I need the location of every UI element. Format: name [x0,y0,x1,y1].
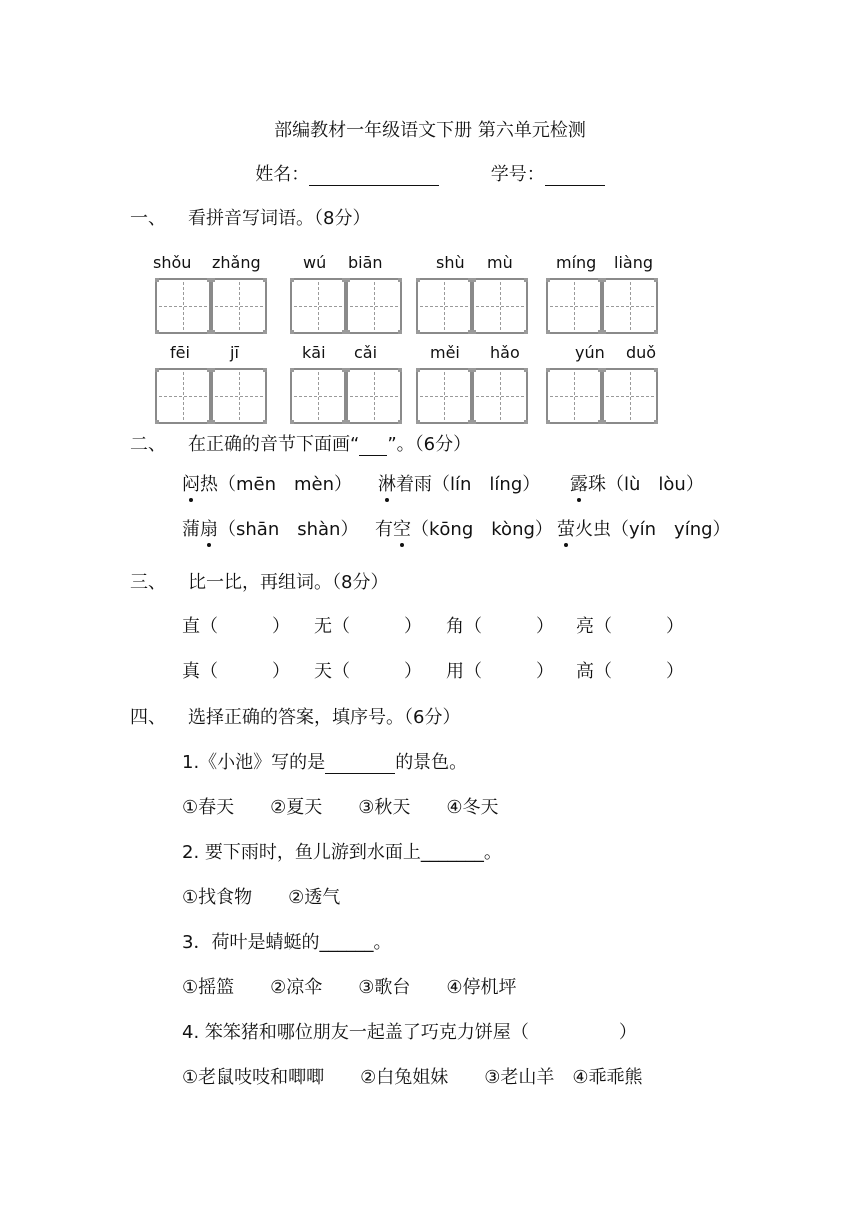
grid-cell[interactable] [602,368,658,424]
name-blank[interactable] [309,167,439,186]
id-label: 学号： [490,164,545,185]
s2-item-4 [182,515,358,541]
s2-item-2-rest[interactable]: 着雨（lín líng） [396,474,541,495]
s3-word-zhen[interactable]: 真（ ） [182,661,290,682]
page-title: 部编教材一年级语文下册 第六单元检测 [274,120,586,141]
pinyin-zhang: zhǎng [212,253,261,272]
s3-word-gao[interactable]: 高（ ） [576,661,684,682]
s2-item-1-rest[interactable]: 热（mēn mèn） [200,474,353,495]
s2-item-1 [182,470,352,496]
section-1-title: 看拼音写词语。（8分） [188,208,371,229]
writing-grid-3[interactable] [416,278,528,334]
student-info-row [0,160,860,186]
writing-grid-1[interactable] [155,278,267,334]
name-label: 姓名： [255,164,310,185]
pinyin-liang: liàng [614,253,653,272]
section-4-heading [130,703,460,729]
section-4-number: 四、 [130,707,166,728]
grid-cell[interactable] [416,278,472,334]
pinyin-fei: fēi [170,343,190,362]
pinyin-ming: míng [556,253,597,272]
section-1-heading [130,204,370,230]
pinyin-hao: hǎo [490,343,520,362]
section-2-number: 二、 [130,434,166,455]
section-3-number: 三、 [130,572,166,593]
pinyin-mu: mù [487,253,513,272]
s2-item-5-rest[interactable]: （kōng kòng） [411,519,553,540]
question-1-end: 的景色。 [395,752,468,773]
question-1 [182,748,467,774]
s2-item-1-char: 闷 [182,470,200,496]
s2-item-3 [570,470,704,496]
section-3-title: 比一比，再组词。（8分） [188,572,389,593]
grid-cell[interactable] [211,278,267,334]
s2-item-3-char: 露 [570,470,588,496]
question-1-options[interactable]: ①春天 ②夏天 ③秋天 ④冬天 [182,797,499,818]
grid-cell[interactable] [290,278,346,334]
pinyin-ji: jī [230,343,239,362]
pinyin-mei: měi [430,343,460,362]
pinyin-kai: kāi [302,343,326,362]
section-2-heading [130,430,471,456]
grid-cell[interactable] [602,278,658,334]
question-1-blank[interactable] [325,755,395,774]
s3-word-tian[interactable]: 天（ ） [314,661,422,682]
pinyin-yun: yún [575,343,605,362]
writing-grid-8[interactable] [546,368,658,424]
grid-cell[interactable] [416,368,472,424]
id-blank[interactable] [545,167,605,186]
grid-cell[interactable] [546,278,602,334]
s2-item-6-rest[interactable]: 火虫（yín yíng） [575,519,731,540]
writing-grid-5[interactable] [155,368,267,424]
s2-item-6-char: 萤 [557,515,575,541]
grid-cell[interactable] [290,368,346,424]
s2-item-4-char: 扇 [200,515,218,541]
section-4-title: 选择正确的答案，填序号。（6分） [188,707,461,728]
pinyin-bian: biān [348,253,383,272]
section-2-title-start: 在正确的音节下面画“ [188,434,360,455]
grid-cell[interactable] [155,278,211,334]
s2-item-4-rest[interactable]: （shān shàn） [218,519,359,540]
grid-cell[interactable] [472,368,528,424]
writing-grid-7[interactable] [416,368,528,424]
question-1-start: 1.《小池》写的是 [182,752,326,773]
s2-item-3-rest[interactable]: 珠（lù lòu） [588,474,704,495]
s2-item-2 [378,470,540,496]
section-2-title-end: ”。（6分） [387,434,472,455]
writing-grid-6[interactable] [290,368,402,424]
grid-cell[interactable] [346,278,402,334]
section-1-number: 一、 [130,208,166,229]
pinyin-cai: cǎi [354,343,378,362]
underline-mark [359,437,387,456]
s3-word-jiao[interactable]: 角（ ） [446,616,554,637]
s2-item-2-char: 淋 [378,470,396,496]
question-3-options[interactable]: ①摇篮 ②凉伞 ③歌台 ④停机坪 [182,977,517,998]
s2-item-5-char: 空 [393,515,411,541]
question-4-options[interactable]: ①老鼠吱吱和唧唧 ②白兔姐妹 ③老山羊 ④乖乖熊 [182,1067,643,1088]
grid-cell[interactable] [346,368,402,424]
question-4: 4. 笨笨猪和哪位朋友一起盖了巧克力饼屋（ ） [182,1022,637,1043]
s3-word-yong[interactable]: 用（ ） [446,661,554,682]
grid-cell[interactable] [546,368,602,424]
s2-item-5-pre: 有 [375,519,393,540]
grid-cell[interactable] [155,368,211,424]
s2-item-4-pre: 蒲 [182,519,200,540]
grid-cell[interactable] [211,368,267,424]
pinyin-shu: shù [436,253,465,272]
s3-word-liang[interactable]: 亮（ ） [576,616,684,637]
writing-grid-4[interactable] [546,278,658,334]
question-3: 3．荷叶是蜻蜓的______。 [182,932,392,953]
writing-grid-2[interactable] [290,278,402,334]
pinyin-shou: shǒu [153,253,192,272]
s3-word-wu[interactable]: 无（ ） [314,616,422,637]
s2-item-6 [557,515,731,541]
section-3-heading [130,568,388,594]
pinyin-wu: wú [303,253,327,272]
grid-cell[interactable] [472,278,528,334]
question-2-options[interactable]: ①找食物 ②透气 [182,887,341,908]
s3-word-zhi[interactable]: 直（ ） [182,616,290,637]
question-2: 2. 要下雨时，鱼儿游到水面上_______。 [182,842,502,863]
s2-item-5 [375,515,553,541]
pinyin-duo: duǒ [626,343,657,362]
